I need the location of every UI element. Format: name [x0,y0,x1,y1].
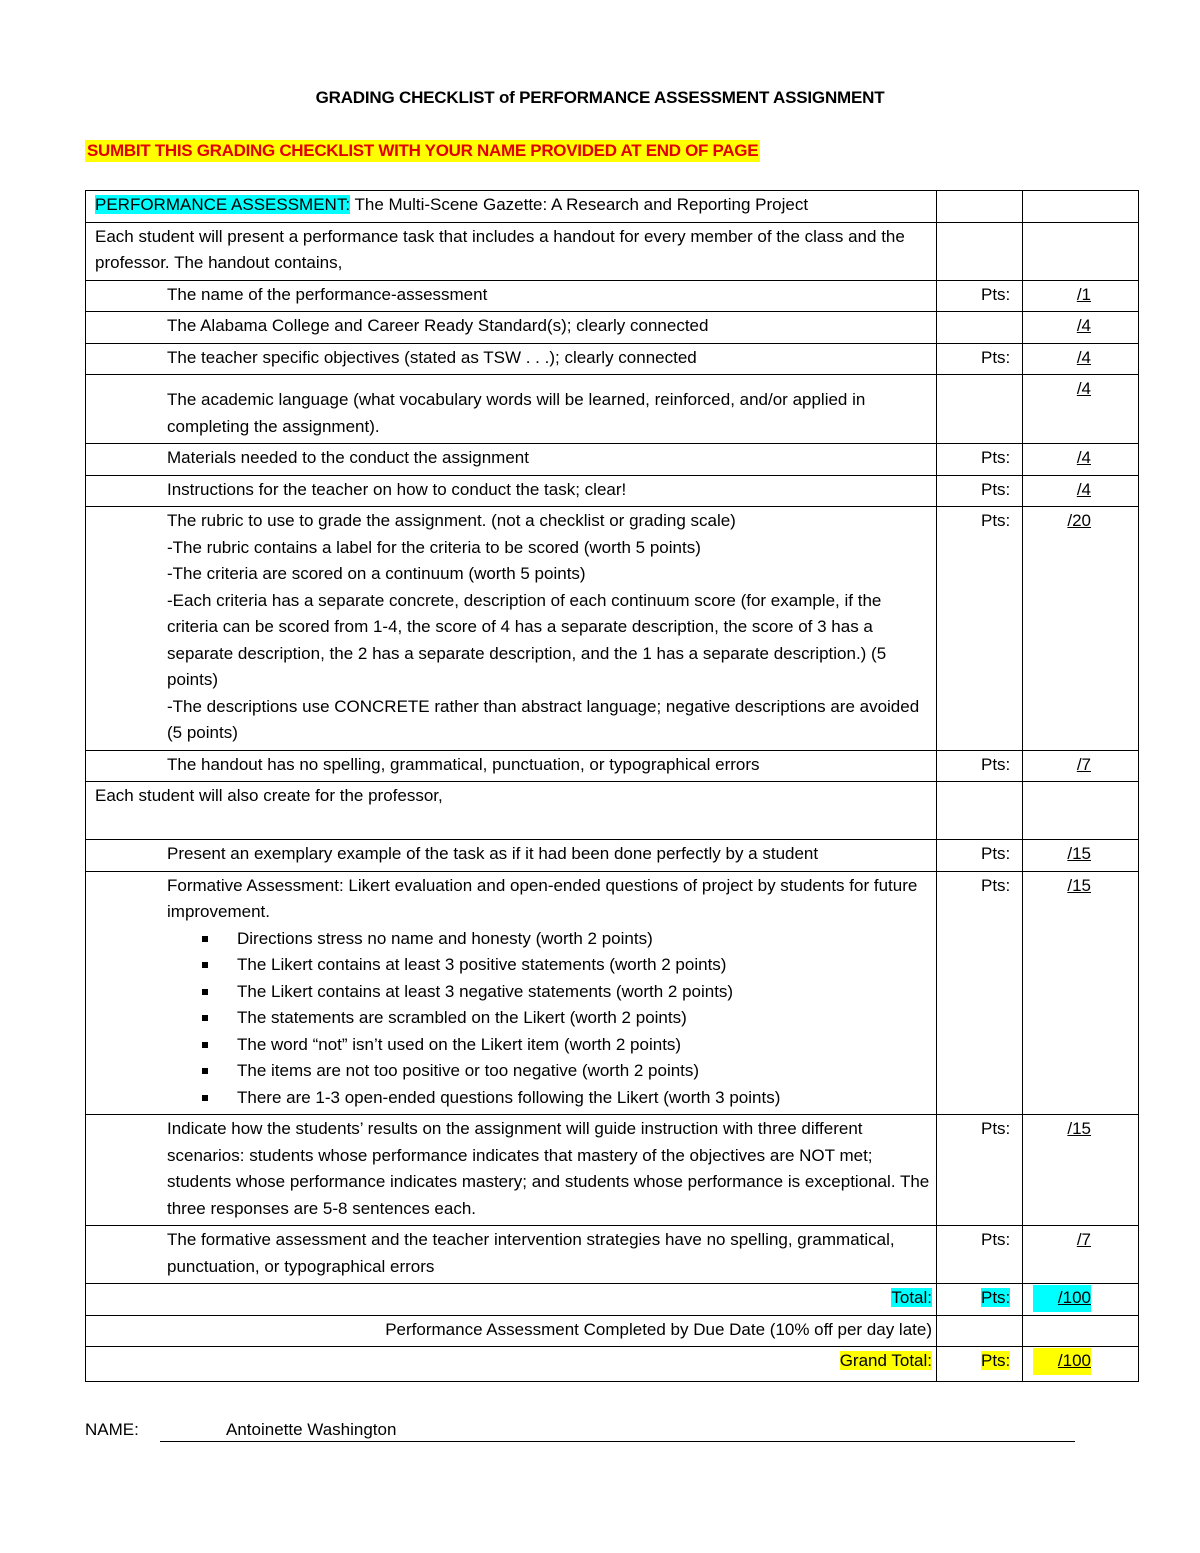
score-value: /4 [1076,379,1091,398]
table-row [86,444,1139,476]
list-item: The word “not” isn’t used on the Likert item (worth 2 points) [167,1032,932,1059]
table-row [86,1315,1139,1347]
score-value: /15 [1067,875,1091,895]
assessment-header [86,191,937,223]
score-value: /15 [1067,1119,1091,1138]
rubric-line: -The criteria are scored on a continuum (worth 5 points) [167,564,586,583]
pts-label: Pts: [937,444,1023,476]
grand-total-score: /100 [1033,1348,1091,1375]
criterion-rubric [86,507,937,751]
table-row [86,840,1139,872]
criterion-language: The academic language (what vocabulary words will be learned, reinforced, and/or applied in completing the assignment). [86,375,937,444]
score-value: /4 [1076,479,1091,499]
pts-label: Pts: [937,750,1023,782]
grand-total-label: Grand Total: [839,1351,932,1370]
pts-label: Pts: [937,507,1023,751]
table-row [86,1115,1139,1226]
rubric-line: The rubric to use to grade the assignment. (not a checklist or grading scale) [167,511,736,530]
criterion-formative-errors: The formative assessment and the teacher intervention strategies have no spelling, grammatical, punctuation, or typographical errors [86,1226,937,1284]
page-title: GRADING CHECKLIST of PERFORMANCE ASSESSMENT ASSIGNMENT [315,88,885,107]
score-value: /1 [1076,284,1091,304]
project-title: The Multi-Scene Gazette: A Research and Reporting Project [350,195,809,214]
name-field[interactable] [160,1420,1075,1442]
pts-label: Pts: [937,1115,1023,1226]
formative-description: Formative Assessment: Likert evaluation and open-ended questions of project by students for future improvement. [167,875,918,921]
criterion-name: The name of the performance-assessment [86,280,937,312]
criterion-guide-instruction: Indicate how the students’ results on the assignment will guide instruction with three different scenarios: students whose performance indicates that mastery of the objectives are NOT met; students whose performance indicates mastery; and students whose performance is exceptional. The three responses are 5-8 sentences each. [86,1115,937,1226]
table-row [86,1347,1139,1382]
student-name: Antoinette Washington [226,1420,397,1439]
criterion-instructions: Instructions for the teacher on how to conduct the task; clear! [86,475,937,507]
criterion-objectives: The teacher specific objectives (stated as TSW . . .); clearly connected [86,343,937,375]
pts-label: Pts: [981,1351,1011,1370]
total-label: Total: [891,1288,932,1307]
list-item: The statements are scrambled on the Likert (worth 2 points) [167,1005,932,1032]
score-value: /7 [1076,754,1091,774]
formative-bullets [167,926,932,1112]
criterion-materials: Materials needed to the conduct the assignment [86,444,937,476]
list-item: There are 1-3 open-ended questions following the Likert (worth 3 points) [167,1085,932,1112]
table-row [86,782,1139,840]
rubric-line: -Each criteria has a separate concrete, description of each continuum score (for example, if the criteria can be scored from 1-4, the score of 4 has a separate description, the score of 3 has a separate description, the 2 has a separate description, and the 1 has a separate description.) (5 points) [167,590,887,689]
assessment-label: PERFORMANCE ASSESSMENT: [95,195,351,214]
criterion-formative [86,871,937,1115]
criterion-exemplary: Present an exemplary example of the task as if it had been done perfectly by a student [86,840,937,872]
pts-label: Pts: [937,475,1023,507]
table-row [86,222,1139,280]
section-intro: Each student will present a performance task that includes a handout for every member of the class and the professor. The handout contains, [86,222,937,280]
table-row [86,871,1139,1115]
submission-warning: SUMBIT THIS GRADING CHECKLIST WITH YOUR NAME PROVIDED AT END OF PAGE [87,141,759,160]
criterion-standards: The Alabama College and Career Ready Standard(s); clearly connected [86,312,937,344]
pts-label: Pts: [937,343,1023,375]
list-item: Directions stress no name and honesty (worth 2 points) [167,926,932,953]
score-value: /7 [1076,1230,1091,1249]
score-value: /15 [1067,844,1091,863]
table-row [86,475,1139,507]
score-value: /4 [1076,448,1091,467]
table-row [86,343,1139,375]
table-row [86,375,1139,444]
criterion-handout-errors: The handout has no spelling, grammatical, punctuation, or typographical errors [86,750,937,782]
pts-label: Pts: [937,840,1023,872]
table-row [86,1226,1139,1284]
list-item: The Likert contains at least 3 positive statements (worth 2 points) [167,952,932,979]
rubric-line: -The descriptions use CONCRETE rather than abstract language; negative descriptions are avoided (5 points) [167,696,920,742]
total-score: /100 [1033,1285,1091,1312]
table-row [86,312,1139,344]
list-item: The items are not too positive or too negative (worth 2 points) [167,1058,932,1085]
score-value: /4 [1076,316,1091,335]
score-value: /4 [1076,347,1091,367]
pts-label: Pts: [937,1226,1023,1284]
table-row [86,507,1139,751]
due-date-note: Performance Assessment Completed by Due Date (10% off per day late) [86,1315,937,1347]
table-row [86,191,1139,223]
section-intro: Each student will also create for the professor, [86,782,937,840]
score-value: /20 [1067,511,1091,530]
pts-label: Pts: [937,871,1023,1115]
list-item: The Likert contains at least 3 negative statements (worth 2 points) [167,979,932,1006]
name-label: NAME: [85,1420,139,1439]
rubric-line: -The rubric contains a label for the criteria to be scored (worth 5 points) [167,537,701,557]
table-row [86,1284,1139,1316]
pts-label: Pts: [937,280,1023,312]
pts-label: Pts: [981,1288,1011,1307]
table-row [86,280,1139,312]
table-row [86,750,1139,782]
grading-table [85,190,1139,1382]
